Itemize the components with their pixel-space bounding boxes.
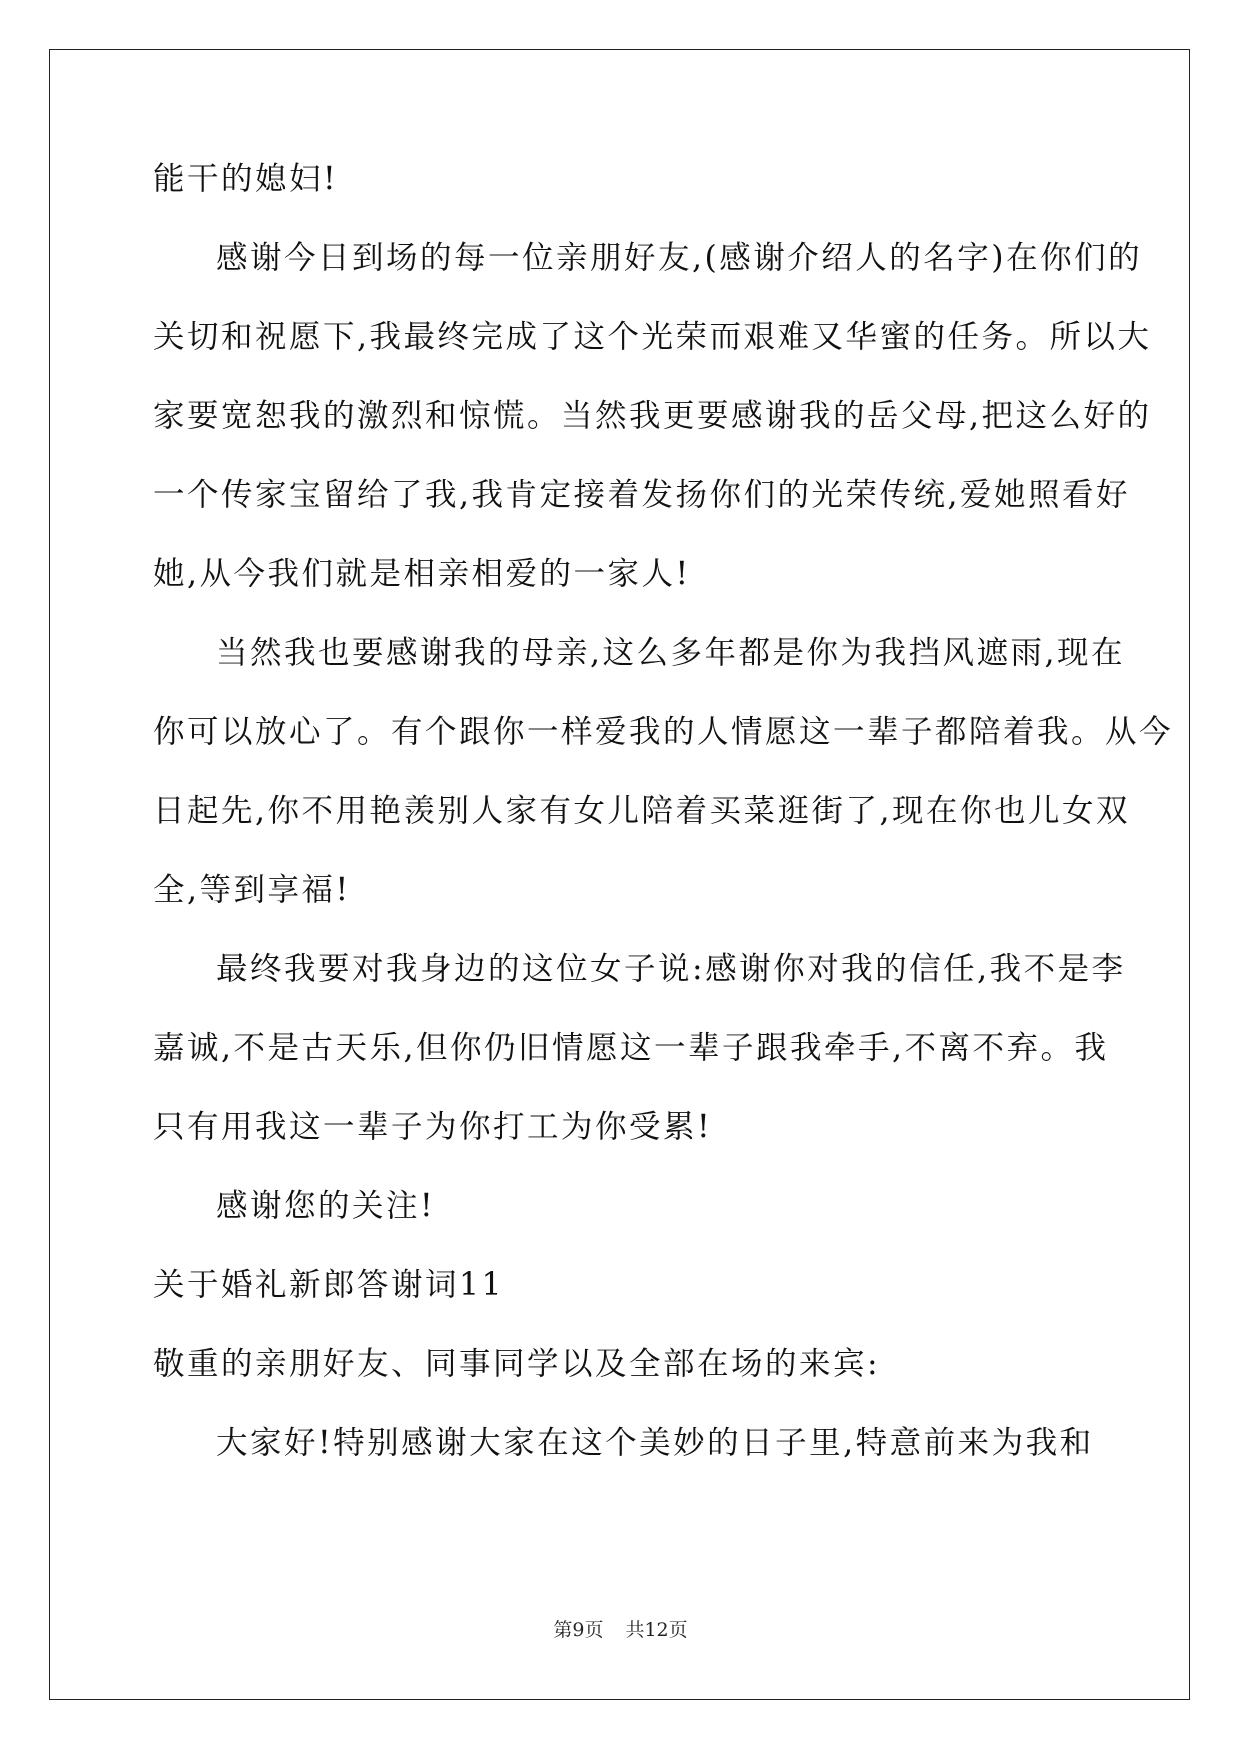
text-line: 你可以放心了。有个跟你一样爱我的人情愿这一辈子都陪着我。从今: [153, 714, 1174, 750]
text-line: 家要宽恕我的激烈和惊慌。当然我更要感谢我的岳父母,把这么好的: [153, 398, 1152, 434]
text-line: 关切和祝愿下,我最终完成了这个光荣而艰难又华蜜的任务。所以大: [153, 319, 1152, 355]
text-line: 一个传家宝留给了我,我肯定接着发扬你们的光荣传统,爱她照看好: [153, 477, 1131, 513]
document-body: [153, 159, 1174, 1502]
section-heading: 关于婚礼新郎答谢词11: [153, 1267, 505, 1303]
page-number: 第9页: [553, 1619, 604, 1641]
text-line: 嘉诚,不是古天乐,但你仍旧情愿这一辈子跟我牵手,不离不弃。我: [153, 1030, 1109, 1066]
paragraph-start: 大家好!特别感谢大家在这个美妙的日子里,特意前来为我和: [216, 1425, 1094, 1461]
text-line: 全,等到享福!: [153, 872, 351, 908]
salutation: 敬重的亲朋好友、同事同学以及全部在场的来宾:: [153, 1346, 881, 1382]
paragraph-start: 感谢您的关注!: [216, 1188, 436, 1224]
text-line: 她,从今我们就是相亲相爱的一家人!: [153, 556, 691, 592]
paragraph-start: 当然我也要感谢我的母亲,这么多年都是你为我挡风遮雨,现在: [216, 635, 1126, 671]
text-line: 只有用我这一辈子为你打工为你受累!: [153, 1109, 713, 1145]
text-line: 日起先,你不用艳羡别人家有女儿陪着买菜逛街了,现在你也儿女双: [153, 793, 1131, 829]
paragraph-start: 感谢今日到场的每一位亲朋好友,(感谢介绍人的名字)在你们的: [216, 240, 1143, 276]
page-total: 共12页: [625, 1619, 688, 1641]
paragraph-start: 最终我要对我身边的这位女子说:感谢你对我的信任,我不是李: [216, 951, 1126, 987]
page-footer: [0, 1618, 1241, 1642]
text-line: 能干的媳妇!: [153, 161, 339, 197]
